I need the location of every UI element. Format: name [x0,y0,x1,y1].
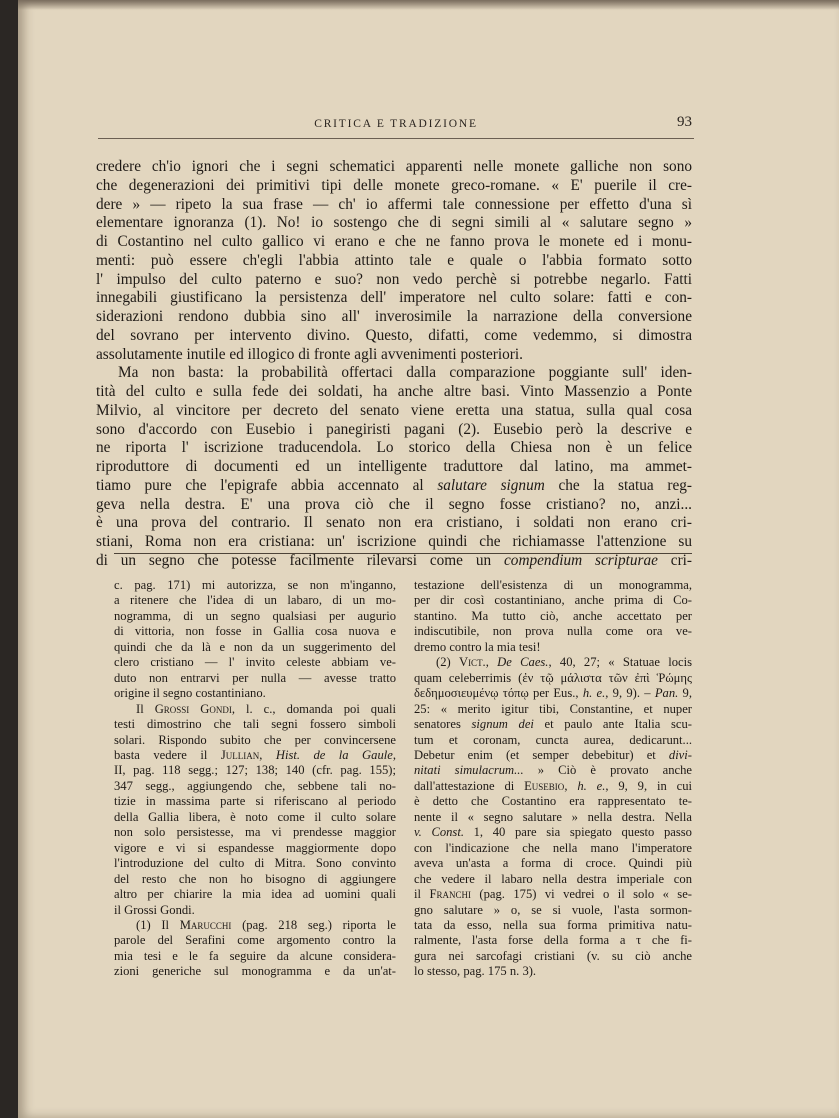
note-line: testazione dell'esistenza di un monogramma, [414,578,692,592]
note-line: ralmente, l'asta forse della forma a τ che fi- [414,933,692,948]
text-run: , 9, 9). – [605,686,651,701]
text-line: Milvio, al vincitore per decreto del senato viene eretta una statua, sulla qual cosa [96,401,692,419]
text-line: l' impulso del culto paterno e suo? non vedo perchè si potrebbe negarlo. Fatti [96,270,692,288]
footnotes-right-column [414,578,692,980]
note-line: solari. Rispondo subito che per convincersene [114,732,396,747]
book-page [18,0,839,1118]
note-line: l'introduzione del culto di Mitra. Sono convinto [114,856,396,871]
note-line: quam celeberrimis (ἐν τῷ μάλιστα τῶν ἐπὶ Ῥώμης [414,670,692,685]
text-run: (2) [436,655,451,670]
note-line: origine il segno costantiniano. [114,686,266,701]
note-line: altro per chiarire la mia idea ad uomini quali [114,887,396,902]
text-run: di un segno che potesse facilmente rilevarsi come un [96,551,492,569]
note-line: del resto che non ho bisogno di aggiungere [114,871,396,886]
italic-title: v. Const. [414,825,464,840]
italic-phrase: nitati simulacrum... [414,763,524,778]
note-line: testi dimostrino che tali segni fossero simboli [114,717,396,732]
text-line: riproduttore di documenti ed un intelligente traduttore dal latino, ma ammet- [96,458,692,475]
note-line: aveva un'asta a forma di croce. Quindi più [414,856,692,871]
text-line: stiani, Roma non era cristiana: un' iscrizione quindi che richiamasse l'attenzione su [96,533,692,550]
text-line [96,552,692,571]
text-line: credere ch'io ignori che i segni schematici apparenti nelle monete galliche non sono [96,158,692,175]
note-line: lo stesso, pag. 175 n. 3). [414,964,537,979]
author-name: Vict. [458,655,486,670]
text-line [96,477,692,496]
text-run: , [485,655,489,670]
note-line [414,748,692,763]
text-line: sono d'accordo con Eusebio i panegiristi pagani (2). Eusebio però la descrive e [96,420,692,438]
text-run: Debetur enim (et semper debebitur) et [414,747,656,762]
author-name: Marucchi [179,917,232,932]
main-text [96,158,692,571]
note-line: c. pag. 171) mi autorizza, se non m'inganno, [114,578,396,592]
note-line: di vittoria, non fosse in Gallia cosa nuova e [114,624,396,639]
text-line: menti: può essere ch'egli l'abbia attinto tale e quale o l'abbia formato sotto [96,251,692,269]
text-run: il [414,887,421,902]
note-line: nogramma, di un segno qualsiasi per augurio [114,608,396,623]
note-line: parole del Serafini come argomento contro la [114,933,396,948]
note-line: nente il « segno salutare » nella destra. Nella [414,809,692,824]
text-run: , [392,747,396,762]
note-line: gura nei sarcofagi cristiani (v. su ciò anche [414,948,692,963]
note-line: gno salutare » o, se si vuole, l'asta sormon- [414,902,692,917]
note-line: tata da esso, nella sua forma primitiva natu- [414,917,692,932]
text-line: del sovrano per intervento divino. Questo, difatti, come vedemmo, si dimostra [96,326,692,344]
note-line: vigore e vi si espandesse maggiormente dopo [114,840,396,855]
text-run: et paulo ante Italia scu- [544,717,692,732]
note-line: non solo persistesse, ma vi prendesse maggior [114,825,396,840]
note-line: tum et coronam, cuncta aurea, dedicarunt... [414,732,692,747]
note-line [414,825,692,840]
note-line: mia tesi e le fa seguire da alcune considera- [114,948,396,963]
text-line: dere » — ripeto la sua frase — ch' io affermi tale connessione per effetto d'una sì [96,195,692,213]
text-line: geva nella destra. E' una prova ciò che il segno fosse cristiano? no, anzi... [96,495,692,513]
note-line [414,763,692,778]
text-line: elementare ignoranza (1). No! io sostengo che di segni simili al « salutare segno » [96,214,692,232]
note-line [414,655,692,670]
text-run: cri- [670,551,692,569]
text-run: basta vedere il [114,747,208,762]
page-header [98,116,694,139]
italic-title: Hist. de la Gaule [275,747,393,762]
page-number: 93 [677,114,692,130]
note-line: con l'indicazione che nella mano l'imperatore [414,840,692,855]
note-line: il Grossi Gondi. [114,902,195,917]
note-line [114,918,396,933]
text-run: , [564,778,568,793]
footnotes-left-column [114,578,396,980]
italic-phrase: salutare signum [437,476,545,494]
text-line: ne riporta l' iscrizione traducendola. Lo storico della Chiesa non è un felice [96,439,692,457]
italic-title: Pan. [654,686,679,701]
note-line: zioni generiche sul monogramma e da un'at- [114,964,396,979]
author-name: Franchi [429,887,471,902]
text-run: che la statua reg- [558,476,692,494]
text-run: , [259,747,263,762]
text-run: tiamo pure che l'epigrafe abbia accennato al [96,476,424,494]
text-line: siderazioni rendono dubbia sino all' inverosimile la narrazione della conversione [96,308,692,325]
note-line: che vedere il labaro nella destra imperiale con [414,871,692,886]
text-run: 9, [682,686,692,701]
note-line: quindi che da là e non da un suggerimento del [114,639,396,654]
italic-title: De Caes. [497,655,549,670]
italic-title: h. e. [582,686,606,701]
text-run: 1, 40 pare sia spiegato questo passo [473,825,692,840]
text-line: tità del culto e sulla fede dei soldati, ha anche altre basi. Vinto Massenzio a Ponte [96,383,692,400]
note-line: della Gallia libera, è noto come il culto solare [114,809,396,824]
author-name: Eusebio [524,778,565,793]
text-run: senatores [414,717,461,732]
italic-title: h. e. [577,778,606,793]
note-line: indiscutibile, non prova nulla come ora ve- [414,624,692,639]
text-run: , l. c., domanda poi quali [231,701,396,716]
author-name: Grossi Gondi [154,701,232,716]
note-line [414,887,692,902]
note-line: dremo contro la mia tesi! [414,639,541,654]
text-run: dall'attestazione di [414,778,515,793]
note-line: è detto che Costantino era rappresentato te- [414,794,692,809]
note-line: duto non entrarvi per nulla — avesse tratto [114,670,396,685]
text-run: , 9, 9, in cui [605,778,692,793]
note-line [414,779,692,794]
running-title: CRITICA E TRADIZIONE [314,118,478,130]
note-line: stantino. Ma tutto ciò, anche accettato per [414,608,692,623]
text-line: assolutamente inutile ed illogico di fronte agli avvenimenti posteriori. [96,345,523,363]
note-line: II, pag. 118 segg.; 127; 138; 140 (cfr. pag. 155); [114,763,396,778]
italic-phrase: signum dei [471,717,534,732]
text-line: è una prova del contrario. Il senato non era cristiano, i soldati non erano cri- [96,514,692,532]
text-run: δεδημοσιευμένῳ τόπῳ per Eus., [414,686,579,701]
text-run: (pag. 218 seg.) riporta le [242,917,396,932]
text-line: innegabili giustificano la persistenza dell' imperatore nel culto solare: fatti e con- [96,289,692,307]
text-line: Ma non basta: la probabilità offertaci dalla comparazione poggiante sull' iden- [118,364,692,382]
note-line: per dir così costantiniano, anche prima di Co- [414,593,692,608]
note-line: 347 segg., aggiungendo che, sebbene tali no- [114,778,396,793]
text-run: , 40, 27; « Statuae locis [548,655,692,670]
text-run: Il [136,701,144,716]
note-line [414,686,692,701]
note-line [414,717,692,732]
author-name: Jullian [220,747,260,762]
note-line: 25: « merito igitur tibi, Constantine, et nuper [414,701,692,716]
footnote-divider [114,553,692,554]
note-line: a ritenere che l'idea di un labaro, di un mo- [114,593,396,608]
note-line [114,748,396,763]
text-run: (1) Il [136,917,170,932]
italic-phrase: divi- [668,747,692,762]
italic-phrase: compendium scripturae [504,551,658,569]
text-run: » Ciò è provato anche [537,763,692,778]
text-line: di Costantino nel culto gallico vi erano e che ne fanno prova le monete ed i monu- [96,233,692,250]
note-line: tizie in massima parte si riferiscano al periodo [114,794,396,809]
text-run: (pag. 175) vi vedrei o il solo « se- [479,887,692,902]
text-line: che degenerazioni dei primitivi tipi delle monete greco-romane. « E' puerile il cre- [96,176,692,194]
note-line [114,702,396,717]
note-line: clero cristiano — l' invito celeste abbiam ve- [114,655,396,670]
